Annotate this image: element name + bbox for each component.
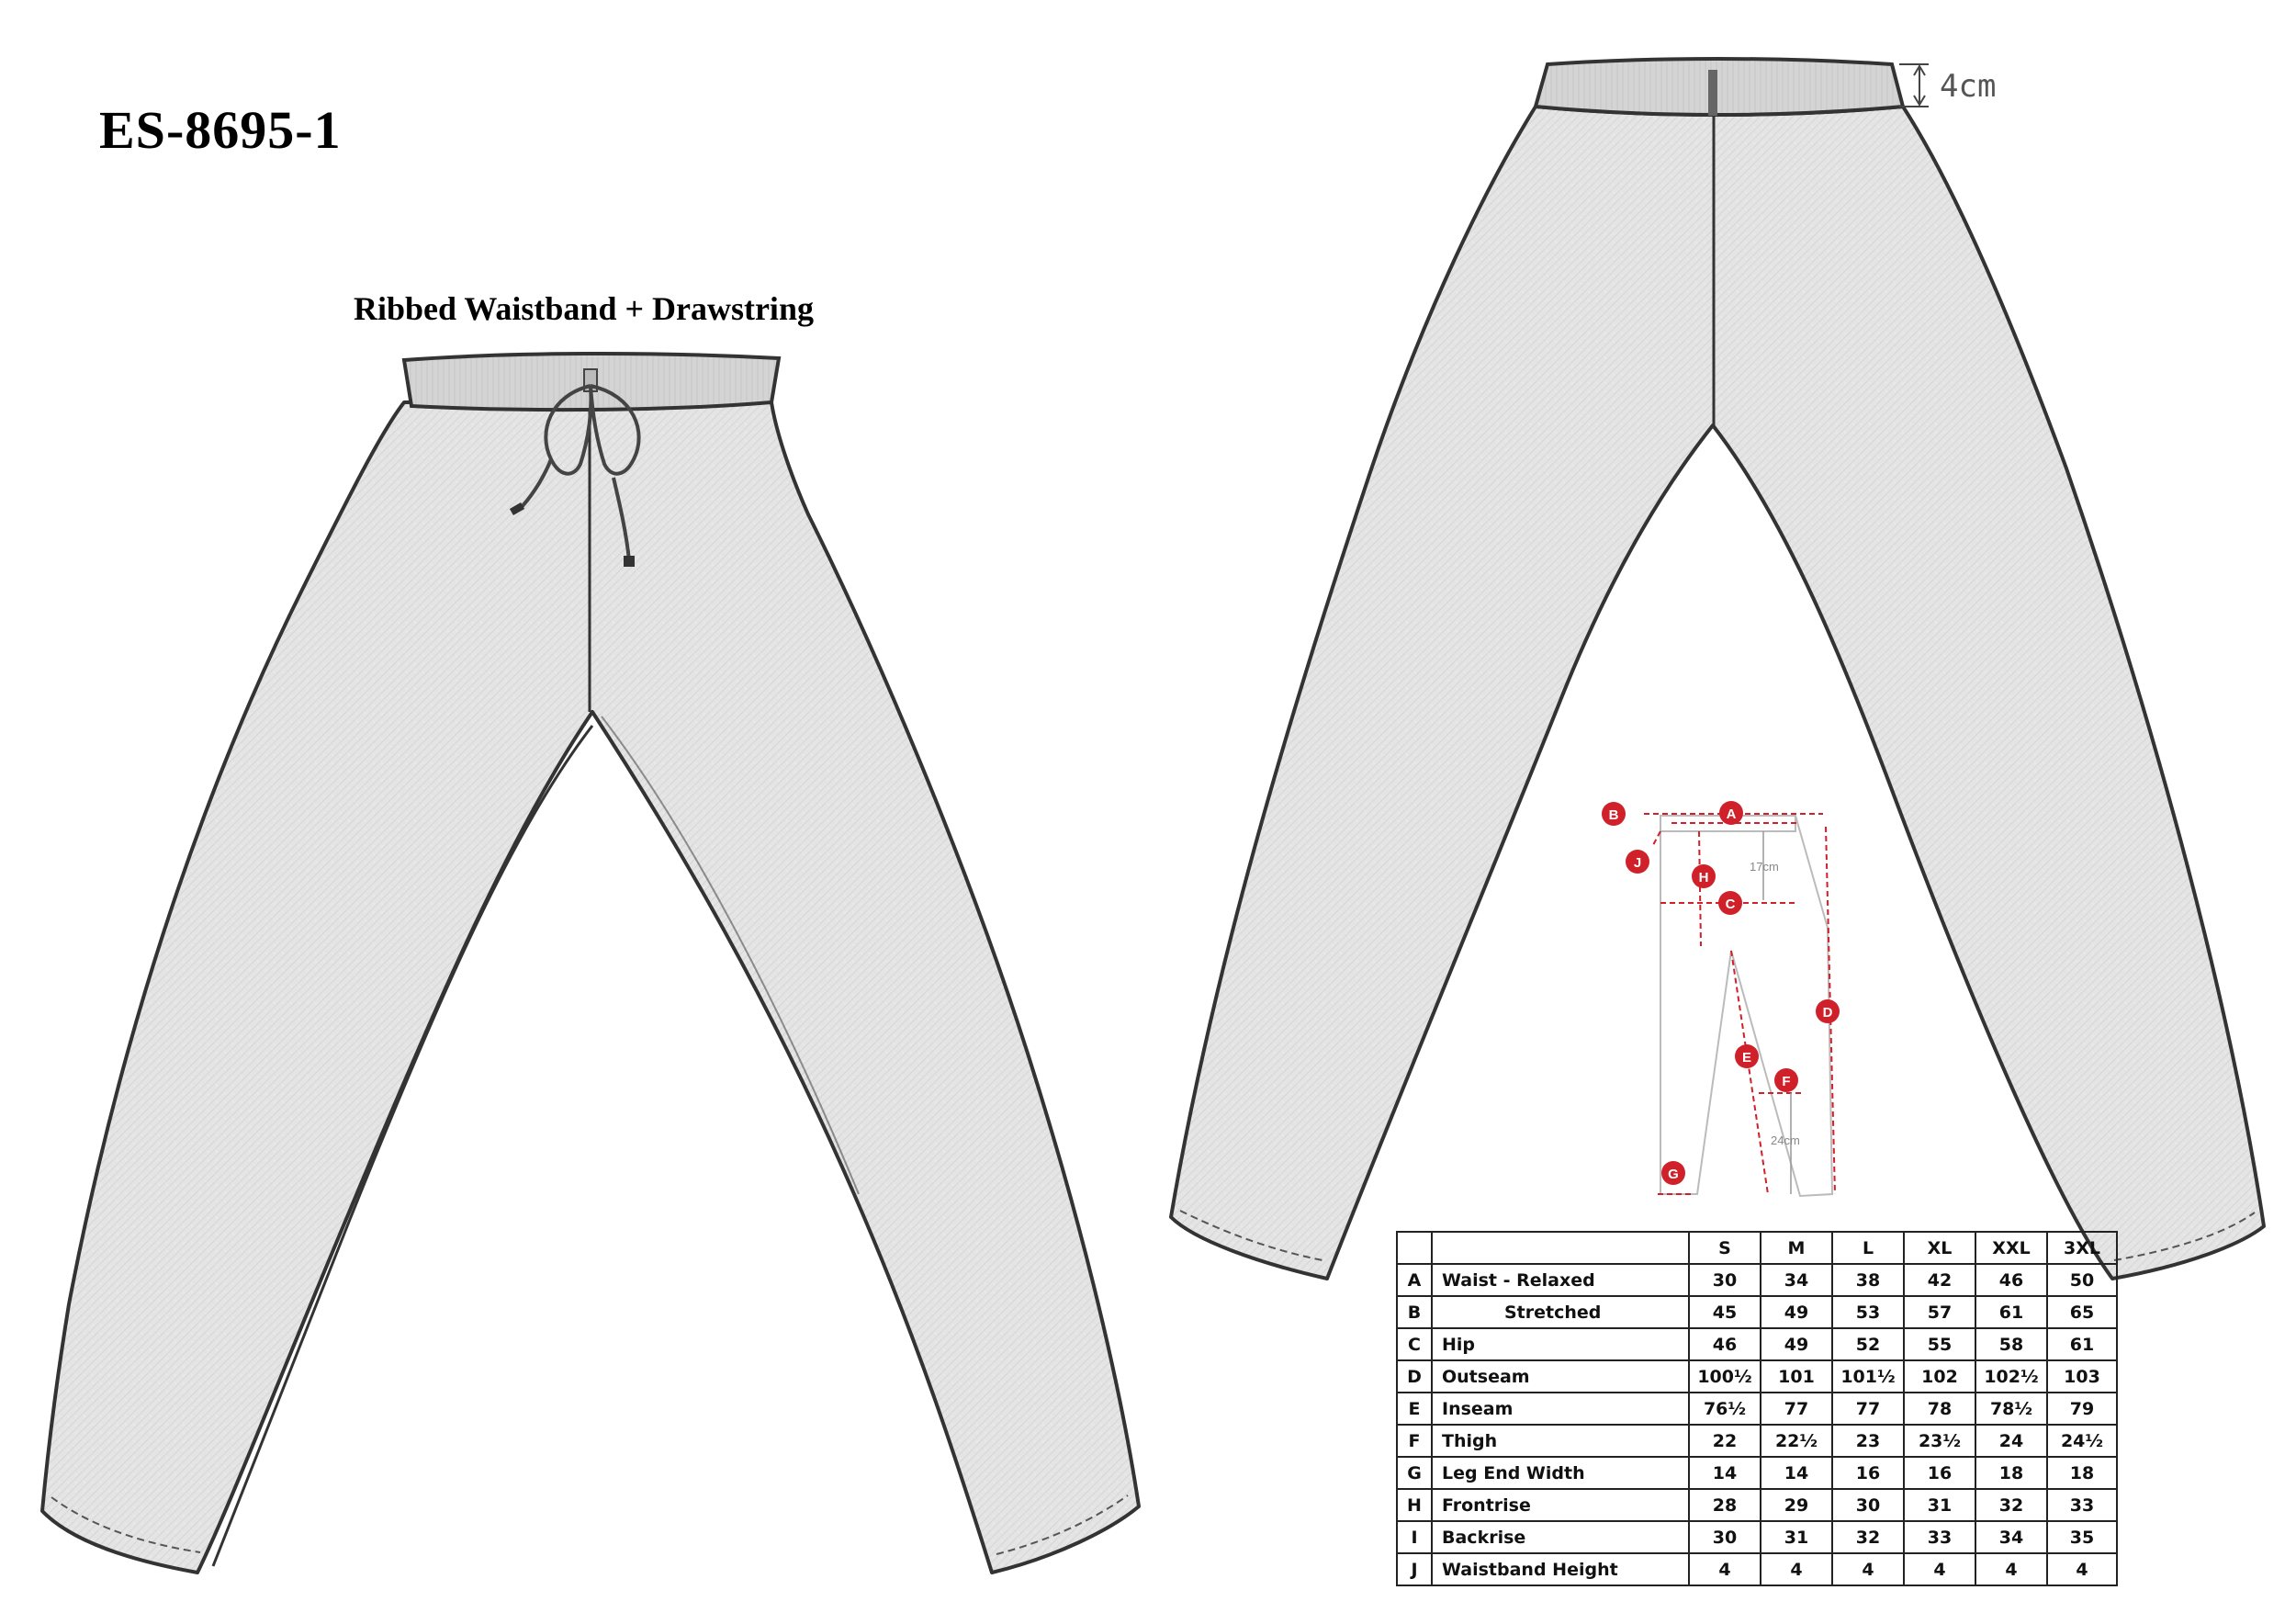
svg-text:E: E bbox=[1741, 1050, 1752, 1066]
style-code: ES-8695-1 bbox=[99, 100, 342, 160]
measurement-cell: 33 bbox=[1904, 1521, 1975, 1553]
table-row bbox=[1397, 1393, 2117, 1425]
measurement-cell: 28 bbox=[1689, 1489, 1761, 1521]
measurement-cell: 14 bbox=[1761, 1457, 1832, 1489]
measurement-cell: 4 bbox=[1832, 1553, 1904, 1585]
measurement-cell: 78½ bbox=[1975, 1393, 2047, 1425]
measurement-cell: 52 bbox=[1832, 1328, 1904, 1360]
rise-length-text: 17cm bbox=[1750, 860, 1779, 874]
leg-opening-length-text: 24cm bbox=[1771, 1133, 1800, 1147]
svg-text:F: F bbox=[1782, 1074, 1791, 1089]
row-name: Leg End Width bbox=[1432, 1457, 1689, 1489]
measurement-cell: 101 bbox=[1761, 1360, 1832, 1393]
marker-a bbox=[1719, 801, 1743, 825]
svg-text:J: J bbox=[1633, 855, 1642, 871]
row-name: Hip bbox=[1432, 1328, 1689, 1360]
marker-f bbox=[1774, 1068, 1798, 1092]
measurement-cell: 45 bbox=[1689, 1296, 1761, 1328]
table-header-size: 3XL bbox=[2047, 1232, 2117, 1264]
svg-text:C: C bbox=[1725, 897, 1736, 912]
back-waistband bbox=[1536, 59, 1903, 115]
svg-text:D: D bbox=[1822, 1005, 1833, 1021]
measurement-cell: 102½ bbox=[1975, 1360, 2047, 1393]
marker-b bbox=[1602, 802, 1626, 826]
measurement-cell: 77 bbox=[1832, 1393, 1904, 1425]
marker-h bbox=[1692, 864, 1716, 888]
measurement-cell: 23 bbox=[1832, 1425, 1904, 1457]
row-code: E bbox=[1397, 1393, 1432, 1425]
measurement-cell: 16 bbox=[1832, 1457, 1904, 1489]
table-header-size: XL bbox=[1904, 1232, 1975, 1264]
table-header-size: XXL bbox=[1975, 1232, 2047, 1264]
measurement-cell: 4 bbox=[1904, 1553, 1975, 1585]
measurement-cell: 32 bbox=[1832, 1521, 1904, 1553]
row-name: Thigh bbox=[1432, 1425, 1689, 1457]
measurement-cell: 30 bbox=[1689, 1521, 1761, 1553]
row-code: D bbox=[1397, 1360, 1432, 1393]
measurement-cell: 57 bbox=[1904, 1296, 1975, 1328]
svg-text:A: A bbox=[1726, 806, 1737, 822]
table-header-size: L bbox=[1832, 1232, 1904, 1264]
table-row bbox=[1397, 1457, 2117, 1489]
measurement-cell: 31 bbox=[1761, 1521, 1832, 1553]
marker-d bbox=[1816, 999, 1840, 1023]
measurement-cell: 33 bbox=[2047, 1489, 2117, 1521]
svg-text:B: B bbox=[1608, 807, 1619, 823]
row-code: F bbox=[1397, 1425, 1432, 1457]
back-view-pants bbox=[1171, 59, 2264, 1279]
row-name: Outseam bbox=[1432, 1360, 1689, 1393]
measurement-cell: 24 bbox=[1975, 1425, 2047, 1457]
table-row bbox=[1397, 1489, 2117, 1521]
table-header-size: M bbox=[1761, 1232, 1832, 1264]
measurement-cell: 46 bbox=[1689, 1328, 1761, 1360]
row-code: I bbox=[1397, 1521, 1432, 1553]
table-header-code bbox=[1397, 1232, 1432, 1264]
row-name: Inseam bbox=[1432, 1393, 1689, 1425]
drawstring-tip-right bbox=[624, 556, 635, 567]
row-name: Stretched bbox=[1432, 1296, 1689, 1328]
measurement-cell: 100½ bbox=[1689, 1360, 1761, 1393]
row-name: Frontrise bbox=[1432, 1489, 1689, 1521]
row-code: G bbox=[1397, 1457, 1432, 1489]
marker-g bbox=[1661, 1161, 1685, 1185]
measurement-cell: 23½ bbox=[1904, 1425, 1975, 1457]
diagram-pants-outline bbox=[1660, 816, 1832, 1196]
measurement-cell: 49 bbox=[1761, 1328, 1832, 1360]
measurement-cell: 79 bbox=[2047, 1393, 2117, 1425]
measurement-cell: 101½ bbox=[1832, 1360, 1904, 1393]
svg-text:G: G bbox=[1668, 1167, 1679, 1182]
measurement-cell: 102 bbox=[1904, 1360, 1975, 1393]
measurement-cell: 31 bbox=[1904, 1489, 1975, 1521]
measurement-cell: 46 bbox=[1975, 1264, 2047, 1296]
waistband-height-dimension bbox=[1899, 64, 1996, 107]
measurement-cell: 55 bbox=[1904, 1328, 1975, 1360]
measurement-cell: 42 bbox=[1904, 1264, 1975, 1296]
marker-j bbox=[1626, 850, 1649, 874]
svg-text:H: H bbox=[1698, 870, 1709, 885]
table-row bbox=[1397, 1296, 2117, 1328]
measurement-cell: 76½ bbox=[1689, 1393, 1761, 1425]
measurement-cell: 50 bbox=[2047, 1264, 2117, 1296]
measurement-cell: 4 bbox=[1975, 1553, 2047, 1585]
front-view-pants bbox=[42, 354, 1139, 1573]
measurement-cell: 18 bbox=[2047, 1457, 2117, 1489]
row-code: J bbox=[1397, 1553, 1432, 1585]
measurement-cell: 53 bbox=[1832, 1296, 1904, 1328]
table-header-size: S bbox=[1689, 1232, 1761, 1264]
measurement-cell: 22½ bbox=[1761, 1425, 1832, 1457]
measurement-cell: 38 bbox=[1832, 1264, 1904, 1296]
table-row bbox=[1397, 1264, 2117, 1296]
measurement-cell: 32 bbox=[1975, 1489, 2047, 1521]
table-row bbox=[1397, 1328, 2117, 1360]
table-header-row bbox=[1397, 1232, 2117, 1264]
row-name: Backrise bbox=[1432, 1521, 1689, 1553]
row-code: A bbox=[1397, 1264, 1432, 1296]
measurement-cell: 58 bbox=[1975, 1328, 2047, 1360]
table-header-name bbox=[1432, 1232, 1689, 1264]
measurement-cell: 78 bbox=[1904, 1393, 1975, 1425]
measurement-cell: 4 bbox=[2047, 1553, 2117, 1585]
measurement-cell: 61 bbox=[1975, 1296, 2047, 1328]
measurement-diagram bbox=[1602, 801, 1840, 1196]
back-pants-body bbox=[1171, 107, 2264, 1279]
measurement-cell: 65 bbox=[2047, 1296, 2117, 1328]
waistband-height-label: 4cm bbox=[1940, 68, 1997, 105]
measurement-cell: 16 bbox=[1904, 1457, 1975, 1489]
measurement-cell: 4 bbox=[1689, 1553, 1761, 1585]
measurement-cell: 34 bbox=[1761, 1264, 1832, 1296]
front-view-label: Ribbed Waistband + Drawstring bbox=[354, 290, 814, 327]
row-code: C bbox=[1397, 1328, 1432, 1360]
measurement-cell: 61 bbox=[2047, 1328, 2117, 1360]
marker-e bbox=[1735, 1044, 1759, 1068]
measurement-cell: 14 bbox=[1689, 1457, 1761, 1489]
row-name: Waistband Height bbox=[1432, 1553, 1689, 1585]
marker-c bbox=[1718, 891, 1742, 915]
measurement-cell: 103 bbox=[2047, 1360, 2117, 1393]
measurement-cell: 77 bbox=[1761, 1393, 1832, 1425]
row-code: B bbox=[1397, 1296, 1432, 1328]
table-row bbox=[1397, 1521, 2117, 1553]
row-code: H bbox=[1397, 1489, 1432, 1521]
measurement-cell: 30 bbox=[1689, 1264, 1761, 1296]
measurement-cell: 30 bbox=[1832, 1489, 1904, 1521]
table-row bbox=[1397, 1360, 2117, 1393]
measurement-cell: 35 bbox=[2047, 1521, 2117, 1553]
measurement-cell: 18 bbox=[1975, 1457, 2047, 1489]
table-row bbox=[1397, 1553, 2117, 1585]
measurement-cell: 22 bbox=[1689, 1425, 1761, 1457]
measurement-cell: 29 bbox=[1761, 1489, 1832, 1521]
row-name: Waist - Relaxed bbox=[1432, 1264, 1689, 1296]
measurement-cell: 34 bbox=[1975, 1521, 2047, 1553]
measurement-cell: 24½ bbox=[2047, 1425, 2117, 1457]
table-row bbox=[1397, 1425, 2117, 1457]
size-spec-table bbox=[1396, 1231, 2118, 1586]
measurement-cell: 4 bbox=[1761, 1553, 1832, 1585]
measurement-cell: 49 bbox=[1761, 1296, 1832, 1328]
